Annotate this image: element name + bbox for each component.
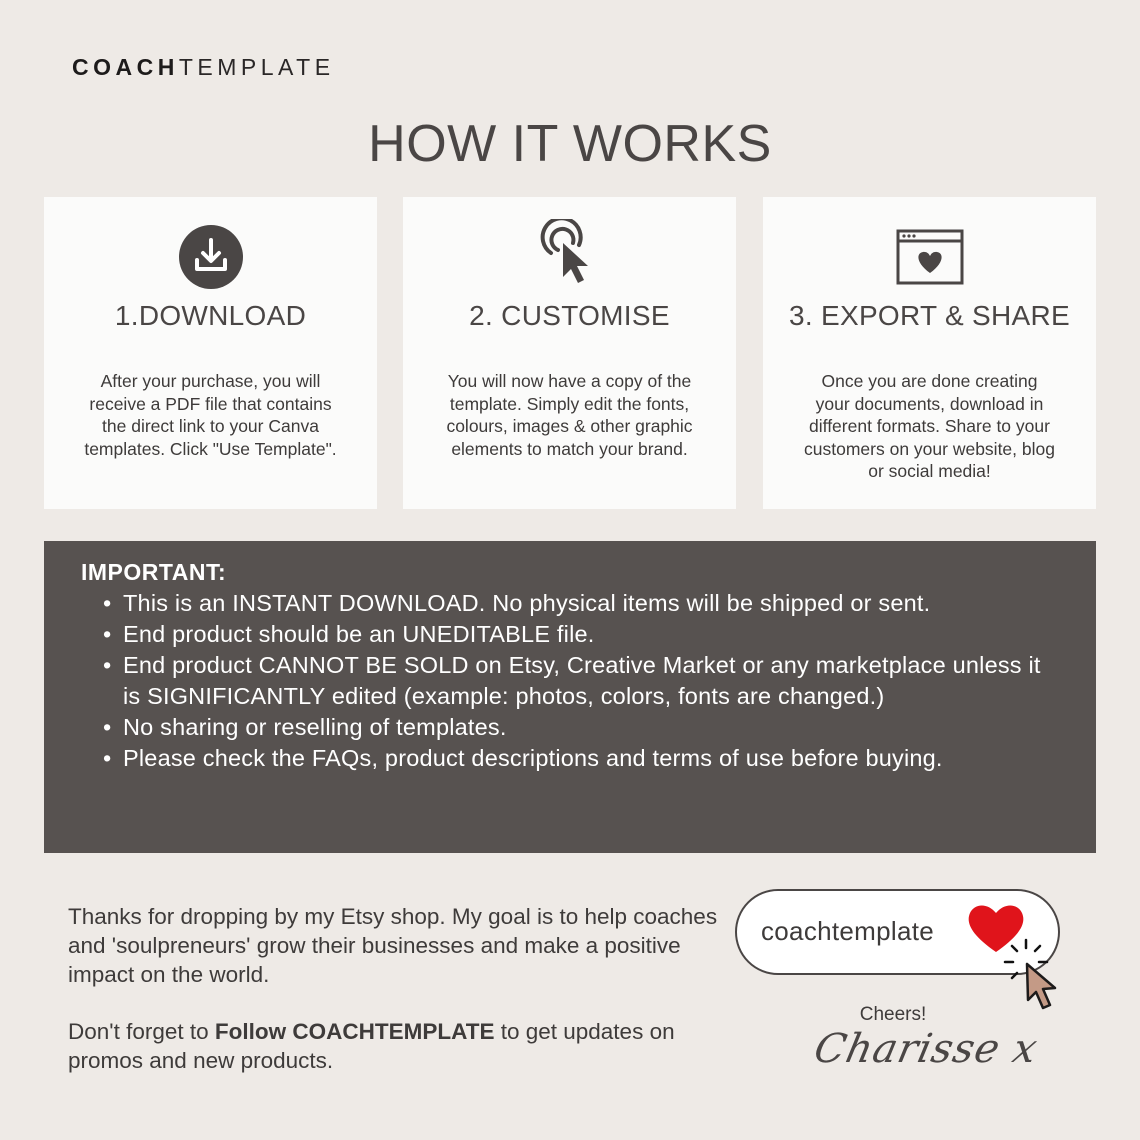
browser-heart-icon [763, 219, 1096, 295]
important-list [81, 588, 1060, 774]
follow-message [68, 1017, 718, 1075]
step-title: 3. EXPORT & SHARE [788, 300, 1071, 331]
list-item: • End product CANNOT BE SOLD on Etsy, Creative Market or any marketplace unless it is SIGNIFICANTLY edited (example: photos, colors, fonts are changed.) [81, 650, 1060, 712]
step-title: 2. CUSTOMISE [469, 300, 670, 331]
step-card-export-share [763, 197, 1096, 509]
follow-shop-label: coachtemplate [761, 916, 935, 946]
download-icon [44, 219, 377, 295]
step-card-download [44, 197, 377, 509]
thanks-message: Thanks for dropping by my Etsy shop. My goal is to help coaches and 'soulpreneurs' grow their businesses and make a positive impact on the world. [68, 904, 718, 987]
follow-link[interactable]: Follow COACHTEMPLATE [214, 1019, 495, 1044]
step-description: After your purchase, you will receive a PDF file that contains the direct link to your Canva templates. Click "Use Template". [84, 371, 337, 459]
brand-logo-bold: COACH [72, 54, 179, 80]
step-description: You will now have a copy of the template. Simply edit the fonts, colours, images & other graphic elements to match your brand. [446, 371, 693, 459]
list-item: • End product should be an UNEDITABLE file. [81, 619, 1060, 650]
pointer-cursor-icon [1002, 938, 1064, 1018]
step-title: 1.DOWNLOAD [114, 300, 307, 331]
list-item: • Please check the FAQs, product descriptions and terms of use before buying. [81, 743, 1060, 774]
step-card-customise [403, 197, 736, 509]
important-heading: IMPORTANT: [81, 559, 227, 585]
brand-logo [72, 54, 335, 81]
follow-pre: Don't forget to [68, 1019, 215, 1044]
signature: Charisse x [810, 1026, 1043, 1072]
list-item: • This is an INSTANT DOWNLOAD. No physical items will be shipped or sent. [81, 588, 1060, 619]
cheers-text: Cheers! [859, 1004, 927, 1025]
list-item: • No sharing or reselling of templates. [81, 712, 1060, 743]
click-cursor-icon [403, 219, 736, 295]
brand-logo-light: TEMPLATE [178, 54, 335, 80]
step-description: Once you are done creating your documents, download in different formats. Share to your customers on your website, blog or social media! [804, 371, 1055, 481]
page-title: HOW IT WORKS [368, 115, 772, 173]
important-notice [44, 541, 1096, 853]
follow-post: to get updates on promos and new products. [68, 1019, 675, 1073]
